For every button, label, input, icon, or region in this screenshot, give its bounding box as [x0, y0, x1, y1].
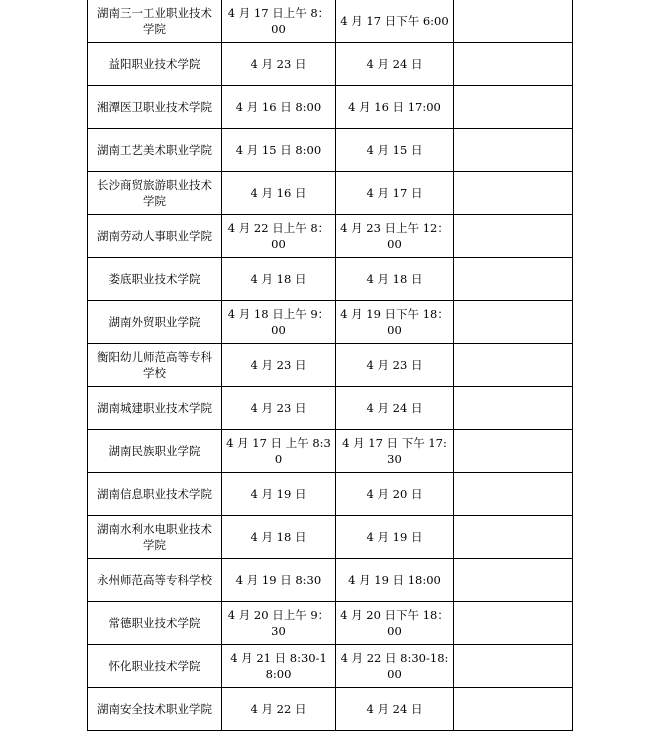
start-time-cell: 4 月 17 日 上午 8:30: [222, 430, 336, 473]
school-name-cell: 湖南安全技术职业学院: [88, 688, 222, 731]
end-time-cell: 4 月 19 日: [336, 516, 454, 559]
table-row: [88, 473, 573, 516]
start-time-cell: 4 月 17 日上午 8：00: [222, 0, 336, 43]
note-cell: [454, 602, 573, 645]
note-cell: [454, 516, 573, 559]
table-row: [88, 430, 573, 473]
note-cell: [454, 172, 573, 215]
school-name-cell: 益阳职业技术学院: [88, 43, 222, 86]
table-row: [88, 43, 573, 86]
table-row: [88, 129, 573, 172]
table-row: [88, 688, 573, 731]
school-name-cell: 衡阳幼儿师范高等专科学校: [88, 344, 222, 387]
start-time-cell: 4 月 18 日: [222, 516, 336, 559]
table-row: [88, 172, 573, 215]
start-time-cell: 4 月 19 日: [222, 473, 336, 516]
school-name-cell: 怀化职业技术学院: [88, 645, 222, 688]
school-name-cell: 湖南城建职业技术学院: [88, 387, 222, 430]
note-cell: [454, 215, 573, 258]
start-time-cell: 4 月 22 日上午 8：00: [222, 215, 336, 258]
school-name-cell: 湖南外贸职业学院: [88, 301, 222, 344]
note-cell: [454, 129, 573, 172]
school-name-cell: 湖南水利水电职业技术学院: [88, 516, 222, 559]
end-time-cell: 4 月 17 日 下午 17:30: [336, 430, 454, 473]
table-row: [88, 301, 573, 344]
start-time-cell: 4 月 18 日: [222, 258, 336, 301]
start-time-cell: 4 月 20 日上午 9：30: [222, 602, 336, 645]
table-row: [88, 86, 573, 129]
note-cell: [454, 86, 573, 129]
school-name-cell: 长沙商贸旅游职业技术学院: [88, 172, 222, 215]
start-time-cell: 4 月 15 日 8:00: [222, 129, 336, 172]
table-row: [88, 0, 573, 43]
end-time-cell: 4 月 17 日: [336, 172, 454, 215]
table-row: [88, 344, 573, 387]
end-time-cell: 4 月 19 日 18:00: [336, 559, 454, 602]
note-cell: [454, 0, 573, 43]
note-cell: [454, 387, 573, 430]
end-time-cell: 4 月 23 日: [336, 344, 454, 387]
end-time-cell: 4 月 24 日: [336, 688, 454, 731]
school-name-cell: 湖南民族职业学院: [88, 430, 222, 473]
end-time-cell: 4 月 15 日: [336, 129, 454, 172]
schedule-sheet: [87, 0, 572, 731]
start-time-cell: 4 月 19 日 8:30: [222, 559, 336, 602]
table-row: [88, 645, 573, 688]
table-row: [88, 559, 573, 602]
table-row: [88, 258, 573, 301]
end-time-cell: 4 月 22 日 8:30-18:00: [336, 645, 454, 688]
start-time-cell: 4 月 16 日 8:00: [222, 86, 336, 129]
end-time-cell: 4 月 20 日下午 18：00: [336, 602, 454, 645]
end-time-cell: 4 月 18 日: [336, 258, 454, 301]
table-row: [88, 387, 573, 430]
school-name-cell: 永州师范高等专科学校: [88, 559, 222, 602]
end-time-cell: 4 月 20 日: [336, 473, 454, 516]
note-cell: [454, 344, 573, 387]
end-time-cell: 4 月 24 日: [336, 43, 454, 86]
start-time-cell: 4 月 16 日: [222, 172, 336, 215]
start-time-cell: 4 月 18 日上午 9：00: [222, 301, 336, 344]
school-name-cell: 湖南劳动人事职业学院: [88, 215, 222, 258]
start-time-cell: 4 月 22 日: [222, 688, 336, 731]
table-row: [88, 215, 573, 258]
note-cell: [454, 258, 573, 301]
table-row: [88, 516, 573, 559]
school-name-cell: 湘潭医卫职业技术学院: [88, 86, 222, 129]
end-time-cell: 4 月 17 日下午 6:00: [336, 0, 454, 43]
note-cell: [454, 430, 573, 473]
schedule-table: [87, 0, 573, 731]
school-name-cell: 常德职业技术学院: [88, 602, 222, 645]
end-time-cell: 4 月 24 日: [336, 387, 454, 430]
note-cell: [454, 301, 573, 344]
note-cell: [454, 473, 573, 516]
start-time-cell: 4 月 23 日: [222, 387, 336, 430]
note-cell: [454, 43, 573, 86]
school-name-cell: 湖南工艺美术职业学院: [88, 129, 222, 172]
school-name-cell: 湖南三一工业职业技术学院: [88, 0, 222, 43]
table-row: [88, 602, 573, 645]
end-time-cell: 4 月 19 日下午 18：00: [336, 301, 454, 344]
start-time-cell: 4 月 21 日 8:30-18:00: [222, 645, 336, 688]
note-cell: [454, 559, 573, 602]
start-time-cell: 4 月 23 日: [222, 344, 336, 387]
school-name-cell: 湖南信息职业技术学院: [88, 473, 222, 516]
school-name-cell: 娄底职业技术学院: [88, 258, 222, 301]
note-cell: [454, 688, 573, 731]
note-cell: [454, 645, 573, 688]
end-time-cell: 4 月 16 日 17:00: [336, 86, 454, 129]
start-time-cell: 4 月 23 日: [222, 43, 336, 86]
end-time-cell: 4 月 23 日上午 12：00: [336, 215, 454, 258]
